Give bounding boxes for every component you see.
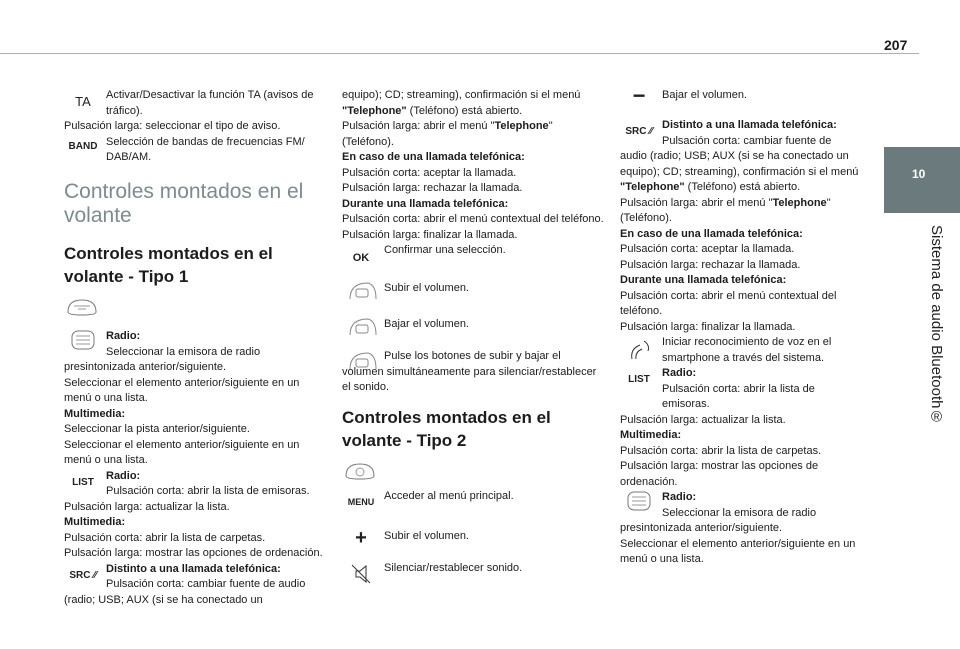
steering-wheel-2-icon: [342, 460, 378, 482]
wheel-down-icon: [342, 315, 380, 339]
src-heading: Distinto a una llamada telefónica:: [106, 562, 281, 575]
multimedia-label-2: Multimedia:: [64, 516, 126, 528]
plus-description: Subir el volumen.: [384, 530, 469, 542]
mute-entry: [342, 349, 604, 396]
src-icon-2: SRC ⁄⁄: [625, 126, 653, 137]
src-description: Pulsación corta: cambiar fuente de audio (radio; USB; AUX (si se ha conectado un: [64, 578, 306, 606]
ok-entry: [342, 243, 604, 273]
long-prefix-2: Pulsación larga: abrir el menú ": [620, 196, 773, 209]
minus-entry: [620, 83, 860, 118]
column-3: [620, 83, 860, 568]
chapter-title: Sistema de audio Bluetooth®: [928, 225, 945, 426]
chapter-number: 10: [912, 167, 926, 181]
ta-description: Activar/Desactivar la función TA (avisos de tráfico).: [106, 89, 314, 117]
radio-description: Seleccionar la emisora de radio presintonizada anterior/siguiente.: [64, 345, 261, 373]
during-long: Pulsación larga: finalizar la llamada.: [342, 228, 518, 241]
src-icon-label: SRC: [69, 569, 91, 581]
minus-description: Bajar el volumen.: [662, 89, 747, 101]
voice-command-icon: [620, 337, 658, 363]
src-description-2: Pulsación corta: cambiar fuente de audio (radio; USB; AUX (si se ha conectado un equipo); CD; streaming), confirmación si el menú: [620, 134, 859, 178]
plus-icon: +: [355, 527, 367, 549]
voice-entry: [620, 335, 860, 366]
vol-up-text: Subir el volumen.: [384, 282, 469, 294]
ok-icon: OK: [352, 252, 370, 264]
mute2-description: Silenciar/restablecer sonido.: [384, 562, 523, 574]
incall-heading-2: En caso de una llamada telefónica:: [620, 227, 803, 240]
ok-description: Confirmar una selección.: [384, 244, 506, 256]
voice-description: Iniciar reconocimiento de voz en el smartphone a través del sistema.: [662, 336, 832, 364]
long-suffix: " (Teléfono).: [342, 120, 553, 148]
src-entry: [64, 562, 326, 609]
wheel-buttons-icon-2: [620, 490, 658, 512]
plus-entry: [342, 529, 604, 555]
list-entry-2: [620, 366, 860, 413]
telephone-bold: "Telephone": [342, 104, 407, 117]
radio-label-3: Radio:: [662, 367, 697, 379]
radio-short-press: Pulsación corta: abrir la lista de emisoras.: [106, 485, 310, 497]
ta-long-press: Pulsación larga: seleccionar el tipo de aviso.: [64, 120, 281, 132]
steering-wheel-icon: [64, 296, 100, 318]
radio-label: Radio:: [106, 330, 141, 342]
vol-down-text: Bajar el volumen.: [384, 318, 469, 330]
long-suffix-2: " (Teléfono).: [620, 196, 831, 224]
wheel-buttons-icon: [64, 329, 102, 351]
long-bold-2: Telephone: [772, 196, 827, 209]
page-number: 207: [884, 37, 908, 53]
multimedia-long-press-2: Pulsación larga: mostrar las opciones de ordenación.: [620, 460, 819, 488]
column-1: [64, 88, 326, 608]
vol-down-entry: [342, 317, 604, 345]
radio-description-2: Seleccionar el elemento anterior/siguiente en un menú o una lista.: [64, 376, 300, 404]
type2-title: Controles montados en el volante - Tipo 2: [342, 407, 551, 450]
header-divider: [0, 53, 919, 54]
multimedia-label: Multimedia:: [64, 407, 126, 420]
minus-icon: −: [632, 83, 646, 108]
during-long-2: Pulsación larga: finalizar la llamada.: [620, 320, 796, 333]
chapter-tab: [884, 147, 960, 213]
mute2-entry: [342, 561, 604, 587]
incall-long: Pulsación larga: rechazar la llamada.: [342, 182, 523, 194]
wheel-up-icon: [342, 279, 380, 303]
radio-short-press-2: Pulsación corta: abrir la lista de emisoras.: [662, 382, 815, 410]
multimedia-label-3: Multimedia:: [620, 429, 682, 441]
during-short-2: Pulsación corta: abrir el menú contextual del teléfono.: [620, 289, 837, 317]
src-continued: equipo); CD; streaming), confirmación si el menú: [342, 89, 581, 101]
incall-short-2: Pulsación corta: aceptar la llamada.: [620, 243, 795, 255]
src-icon: SRC ⁄⁄: [69, 569, 97, 581]
src-long-press: [342, 119, 604, 150]
telephone-bold-2: "Telephone": [620, 181, 685, 193]
column-2: [342, 88, 604, 587]
list-entry: [64, 469, 326, 500]
multimedia-long-press: Pulsación larga: mostrar las opciones de ordenación.: [64, 547, 323, 559]
incall-short: Pulsación corta: aceptar la llamada.: [342, 166, 517, 179]
multimedia-short-press: Pulsación corta: abrir la lista de carpetas.: [64, 531, 266, 544]
menu-description: Acceder al menú principal.: [384, 490, 514, 502]
list-icon-2: LIST: [628, 374, 650, 385]
radio-type1-entry: [64, 329, 326, 376]
band-icon: BAND: [68, 140, 98, 152]
radio-label-2: Radio:: [106, 469, 141, 482]
telephone-text-2: (Teléfono) está abierto.: [684, 181, 801, 193]
radio-description-3: Seleccionar la emisora de radio presintonizada anterior/siguiente.: [620, 506, 817, 534]
long-bold: Telephone: [494, 120, 549, 132]
menu-icon: MENU: [347, 497, 375, 507]
telephone-text: (Teléfono) está abierto.: [406, 104, 523, 117]
radio-label-4: Radio:: [662, 491, 697, 503]
src-entry-2: [620, 118, 860, 180]
band-entry: [64, 135, 326, 166]
multimedia-short-press-2: Pulsación corta: abrir la lista de carpetas.: [620, 444, 822, 457]
incall-heading: En caso de una llamada telefónica:: [342, 151, 525, 163]
band-description: Selección de bandas de frecuencias FM/ DAB/AM.: [106, 135, 305, 163]
list-icon: LIST: [72, 476, 94, 488]
vol-up-entry: [342, 281, 604, 309]
ta-entry: [64, 88, 326, 119]
mute-icon: [342, 563, 380, 585]
src-confirm: [342, 104, 604, 120]
menu-entry: [342, 489, 604, 515]
src-heading-2: Distinto a una llamada telefónica:: [662, 119, 837, 131]
multimedia-description: Seleccionar la pista anterior/siguiente.: [64, 423, 250, 435]
section-title: Controles montados en el volante: [64, 179, 304, 227]
wheel-mute-icon: [342, 349, 380, 373]
mute-text: Pulse los botones de subir y bajar el volumen simultáneamente para silenciar/restablecer el sonido.: [342, 350, 597, 393]
type1-title: Controles montados en el volante - Tipo 1: [64, 243, 273, 286]
incall-long-2: Pulsación larga: rechazar la llamada.: [620, 258, 801, 271]
radio-entry-3: [620, 490, 860, 537]
during-heading: Durante una llamada telefónica:: [342, 197, 509, 210]
radio-long-press: Pulsación larga: actualizar la lista.: [64, 500, 230, 513]
during-heading-2: Durante una llamada telefónica:: [620, 274, 787, 286]
multimedia-description-2: Seleccionar el elemento anterior/siguiente en un menú o una lista.: [64, 438, 300, 466]
src-confirm-2: [620, 180, 860, 196]
long-prefix: Pulsación larga: abrir el menú ": [342, 120, 495, 132]
src-long-press-2: [620, 196, 860, 227]
radio-description-4: Seleccionar el elemento anterior/siguiente en un menú o una lista.: [620, 537, 856, 565]
src-icon-label-2: SRC: [625, 126, 647, 137]
chapter-side-title: [884, 225, 960, 555]
radio-long-press-2: Pulsación larga: actualizar la lista.: [620, 413, 786, 426]
during-short: Pulsación corta: abrir el menú contextual del teléfono.: [342, 213, 604, 225]
ta-icon: TA: [75, 94, 91, 109]
